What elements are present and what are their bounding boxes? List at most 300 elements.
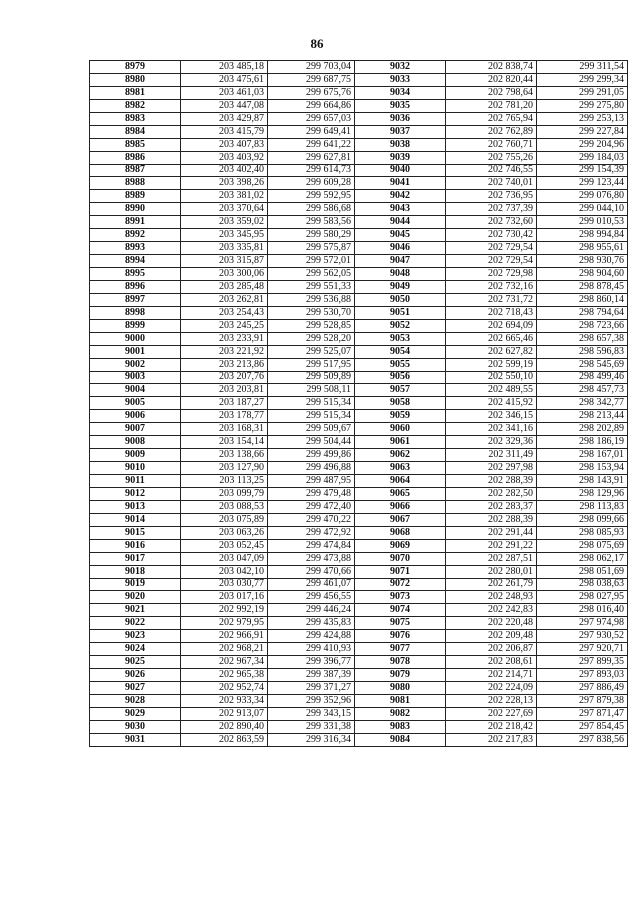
table-row [90,319,628,332]
coord-x-cell: 202 227,69 [446,707,537,720]
coord-x-cell: 202 341,16 [446,423,537,436]
coord-y-cell: 299 076,80 [537,190,628,203]
coord-x-cell: 202 248,93 [446,591,537,604]
coord-y-cell: 298 085,93 [537,526,628,539]
coord-y-cell: 299 473,88 [268,552,355,565]
point-number-cell: 9013 [90,500,181,513]
table-row [90,371,628,384]
table-row [90,138,628,151]
coord-x-cell: 202 863,59 [181,733,268,746]
coord-y-cell: 297 838,56 [537,733,628,746]
point-number-cell: 9084 [355,733,446,746]
coord-x-cell: 202 242,83 [446,604,537,617]
coord-x-cell: 202 599,19 [446,358,537,371]
coord-x-cell: 202 261,79 [446,578,537,591]
point-number-cell: 8983 [90,112,181,125]
point-number-cell: 9060 [355,423,446,436]
coord-x-cell: 202 550,10 [446,371,537,384]
coord-y-cell: 299 551,33 [268,280,355,293]
coord-x-cell: 202 760,71 [446,138,537,151]
coord-x-cell: 202 933,34 [181,694,268,707]
table-row [90,190,628,203]
coord-x-cell: 202 913,07 [181,707,268,720]
table-row [90,500,628,513]
coord-x-cell: 202 206,87 [446,643,537,656]
coord-x-cell: 202 798,64 [446,86,537,99]
table-row [90,487,628,500]
coord-x-cell: 202 209,48 [446,630,537,643]
coord-y-cell: 299 343,15 [268,707,355,720]
coord-y-cell: 299 044,10 [537,203,628,216]
coord-x-cell: 202 489,55 [446,384,537,397]
coord-y-cell: 299 474,84 [268,539,355,552]
coord-x-cell: 203 017,16 [181,591,268,604]
point-number-cell: 9014 [90,513,181,526]
coord-x-cell: 202 732,60 [446,216,537,229]
coord-y-cell: 299 010,53 [537,216,628,229]
coord-x-cell: 202 729,98 [446,268,537,281]
table-row [90,203,628,216]
coord-x-cell: 202 740,01 [446,177,537,190]
point-number-cell: 9006 [90,410,181,423]
point-number-cell: 9004 [90,384,181,397]
point-number-cell: 9066 [355,500,446,513]
table-row [90,682,628,695]
coord-x-cell: 203 154,14 [181,436,268,449]
point-number-cell: 9069 [355,539,446,552]
coord-y-cell: 299 675,76 [268,86,355,99]
coord-y-cell: 299 515,34 [268,410,355,423]
point-number-cell: 9039 [355,151,446,164]
point-number-cell: 8993 [90,242,181,255]
coord-y-cell: 299 509,67 [268,423,355,436]
coord-x-cell: 203 262,81 [181,293,268,306]
table-row [90,86,628,99]
point-number-cell: 9022 [90,617,181,630]
point-number-cell: 9036 [355,112,446,125]
coord-y-cell: 298 994,84 [537,229,628,242]
coord-x-cell: 202 737,39 [446,203,537,216]
coord-x-cell: 202 838,74 [446,61,537,74]
coord-x-cell: 202 718,43 [446,306,537,319]
point-number-cell: 9035 [355,99,446,112]
point-number-cell: 8991 [90,216,181,229]
coord-y-cell: 298 038,63 [537,578,628,591]
coord-y-cell: 298 143,91 [537,475,628,488]
point-number-cell: 9044 [355,216,446,229]
coord-y-cell: 298 723,66 [537,319,628,332]
coord-y-cell: 299 592,95 [268,190,355,203]
coord-x-cell: 203 030,77 [181,578,268,591]
coord-y-cell: 297 899,35 [537,656,628,669]
coord-y-cell: 299 575,87 [268,242,355,255]
coord-y-cell: 298 016,40 [537,604,628,617]
point-number-cell: 8992 [90,229,181,242]
table-row [90,61,628,74]
point-number-cell: 9071 [355,565,446,578]
coord-y-cell: 298 153,94 [537,462,628,475]
table-row [90,112,628,125]
point-number-cell: 9016 [90,539,181,552]
coord-x-cell: 202 979,95 [181,617,268,630]
coord-y-cell: 299 504,44 [268,436,355,449]
coord-y-cell: 299 291,05 [537,86,628,99]
coord-x-cell: 202 288,39 [446,475,537,488]
point-number-cell: 9058 [355,397,446,410]
table-row [90,617,628,630]
coord-y-cell: 299 311,54 [537,61,628,74]
point-number-cell: 9028 [90,694,181,707]
page-number: 86 [310,36,324,51]
coord-y-cell: 299 580,29 [268,229,355,242]
point-number-cell: 9011 [90,475,181,488]
coord-x-cell: 202 731,72 [446,293,537,306]
coord-y-cell: 299 456,55 [268,591,355,604]
coord-y-cell: 299 572,01 [268,255,355,268]
coord-x-cell: 202 736,95 [446,190,537,203]
point-number-cell: 9020 [90,591,181,604]
table-row [90,656,628,669]
coord-y-cell: 297 930,52 [537,630,628,643]
point-number-cell: 9040 [355,164,446,177]
table-row [90,99,628,112]
coord-y-cell: 298 596,83 [537,345,628,358]
point-number-cell: 9065 [355,487,446,500]
point-number-cell: 9017 [90,552,181,565]
point-number-cell: 8987 [90,164,181,177]
point-number-cell: 9009 [90,449,181,462]
coord-y-cell: 298 457,73 [537,384,628,397]
coord-x-cell: 203 254,43 [181,306,268,319]
coord-x-cell: 203 221,92 [181,345,268,358]
point-number-cell: 8990 [90,203,181,216]
coord-y-cell: 299 299,34 [537,73,628,86]
point-number-cell: 9080 [355,682,446,695]
coord-y-cell: 297 886,49 [537,682,628,695]
point-number-cell: 9046 [355,242,446,255]
coord-x-cell: 202 992,19 [181,604,268,617]
point-number-cell: 9042 [355,190,446,203]
coord-x-cell: 203 461,03 [181,86,268,99]
coord-y-cell: 298 499,46 [537,371,628,384]
table-row [90,578,628,591]
coord-y-cell: 299 184,03 [537,151,628,164]
coord-y-cell: 299 446,24 [268,604,355,617]
coord-y-cell: 297 893,03 [537,669,628,682]
table-row [90,539,628,552]
point-number-cell: 9010 [90,462,181,475]
point-number-cell: 9037 [355,125,446,138]
point-number-cell: 8999 [90,319,181,332]
point-number-cell: 9051 [355,306,446,319]
coord-y-cell: 298 075,69 [537,539,628,552]
table-row [90,268,628,281]
point-number-cell: 9032 [355,61,446,74]
coord-x-cell: 202 968,21 [181,643,268,656]
coord-x-cell: 202 965,38 [181,669,268,682]
coord-y-cell: 298 930,76 [537,255,628,268]
coord-y-cell: 299 496,88 [268,462,355,475]
coord-y-cell: 299 508,11 [268,384,355,397]
table-row [90,229,628,242]
point-number-cell: 9074 [355,604,446,617]
point-number-cell: 9077 [355,643,446,656]
coord-x-cell: 203 447,08 [181,99,268,112]
point-number-cell: 9047 [355,255,446,268]
coord-y-cell: 298 904,60 [537,268,628,281]
point-number-cell: 9002 [90,358,181,371]
point-number-cell: 9045 [355,229,446,242]
coord-y-cell: 299 396,77 [268,656,355,669]
coord-x-cell: 202 208,61 [446,656,537,669]
coord-x-cell: 203 052,45 [181,539,268,552]
point-number-cell: 9043 [355,203,446,216]
coord-y-cell: 299 435,83 [268,617,355,630]
point-number-cell: 9063 [355,462,446,475]
coord-x-cell: 202 694,09 [446,319,537,332]
coord-y-cell: 298 027,95 [537,591,628,604]
coord-x-cell: 202 280,01 [446,565,537,578]
coord-y-cell: 298 062,17 [537,552,628,565]
coord-x-cell: 202 755,26 [446,151,537,164]
point-number-cell: 9012 [90,487,181,500]
point-number-cell: 9062 [355,449,446,462]
coord-y-cell: 299 528,85 [268,319,355,332]
table-row [90,293,628,306]
coord-x-cell: 203 168,31 [181,423,268,436]
coord-x-cell: 203 213,86 [181,358,268,371]
table-row [90,306,628,319]
coord-x-cell: 202 820,44 [446,73,537,86]
coord-y-cell: 297 854,45 [537,720,628,733]
table-row [90,462,628,475]
coord-y-cell: 299 499,86 [268,449,355,462]
point-number-cell: 9026 [90,669,181,682]
coord-x-cell: 202 287,51 [446,552,537,565]
point-number-cell: 8982 [90,99,181,112]
coord-x-cell: 203 113,25 [181,475,268,488]
coord-x-cell: 203 088,53 [181,500,268,513]
table-row [90,436,628,449]
coord-x-cell: 202 415,92 [446,397,537,410]
point-number-cell: 9082 [355,707,446,720]
coord-x-cell: 203 127,90 [181,462,268,475]
coord-y-cell: 299 487,95 [268,475,355,488]
coord-x-cell: 203 138,66 [181,449,268,462]
coord-y-cell: 297 879,38 [537,694,628,707]
coord-y-cell: 298 213,44 [537,410,628,423]
coord-x-cell: 202 729,54 [446,242,537,255]
coord-y-cell: 298 860,14 [537,293,628,306]
point-number-cell: 9033 [355,73,446,86]
coord-x-cell: 203 370,64 [181,203,268,216]
point-number-cell: 9019 [90,578,181,591]
coord-x-cell: 203 300,06 [181,268,268,281]
coord-x-cell: 202 218,42 [446,720,537,733]
point-number-cell: 9034 [355,86,446,99]
table-row [90,449,628,462]
point-number-cell: 9070 [355,552,446,565]
point-number-cell: 9005 [90,397,181,410]
coord-y-cell: 299 515,34 [268,397,355,410]
point-number-cell: 9023 [90,630,181,643]
coord-x-cell: 202 665,46 [446,332,537,345]
coord-y-cell: 297 974,98 [537,617,628,630]
coord-x-cell: 203 207,76 [181,371,268,384]
coord-x-cell: 202 217,83 [446,733,537,746]
coord-x-cell: 202 762,89 [446,125,537,138]
table-row [90,643,628,656]
coord-x-cell: 203 403,92 [181,151,268,164]
point-number-cell: 9059 [355,410,446,423]
point-number-cell: 9008 [90,436,181,449]
point-number-cell: 9030 [90,720,181,733]
coord-x-cell: 203 099,79 [181,487,268,500]
point-number-cell: 9079 [355,669,446,682]
coord-x-cell: 202 746,55 [446,164,537,177]
point-number-cell: 8985 [90,138,181,151]
coord-y-cell: 299 664,86 [268,99,355,112]
point-number-cell: 8988 [90,177,181,190]
table-row [90,694,628,707]
point-number-cell: 9000 [90,332,181,345]
coord-y-cell: 299 649,41 [268,125,355,138]
table-row [90,552,628,565]
coord-x-cell: 202 627,82 [446,345,537,358]
coord-x-cell: 203 359,02 [181,216,268,229]
table-row [90,423,628,436]
table-row [90,280,628,293]
coord-y-cell: 298 051,69 [537,565,628,578]
table-row [90,358,628,371]
coord-x-cell: 202 220,48 [446,617,537,630]
coord-y-cell: 299 530,70 [268,306,355,319]
coord-x-cell: 202 329,36 [446,436,537,449]
coord-y-cell: 299 275,80 [537,99,628,112]
point-number-cell: 9075 [355,617,446,630]
coord-y-cell: 298 129,96 [537,487,628,500]
point-number-cell: 8979 [90,61,181,74]
coord-y-cell: 299 470,66 [268,565,355,578]
coord-y-cell: 299 470,22 [268,513,355,526]
point-number-cell: 9054 [355,345,446,358]
table-row [90,125,628,138]
point-number-cell: 9038 [355,138,446,151]
coord-x-cell: 202 282,50 [446,487,537,500]
table-row [90,345,628,358]
coord-x-cell: 203 407,83 [181,138,268,151]
coord-y-cell: 299 154,39 [537,164,628,177]
point-number-cell: 9027 [90,682,181,695]
coord-x-cell: 203 402,40 [181,164,268,177]
coord-y-cell: 299 614,73 [268,164,355,177]
coord-x-cell: 203 075,89 [181,513,268,526]
table-row [90,164,628,177]
table-row [90,242,628,255]
coord-y-cell: 299 583,56 [268,216,355,229]
point-number-cell: 9050 [355,293,446,306]
table-row [90,733,628,746]
coord-x-cell: 202 228,13 [446,694,537,707]
point-number-cell: 9052 [355,319,446,332]
coord-x-cell: 203 315,87 [181,255,268,268]
coord-x-cell: 202 311,49 [446,449,537,462]
table-row [90,255,628,268]
coord-x-cell: 203 233,91 [181,332,268,345]
point-number-cell: 9076 [355,630,446,643]
point-number-cell: 9003 [90,371,181,384]
point-number-cell: 9083 [355,720,446,733]
point-number-cell: 8980 [90,73,181,86]
coord-y-cell: 299 627,81 [268,151,355,164]
coord-x-cell: 203 285,48 [181,280,268,293]
coord-y-cell: 299 657,03 [268,112,355,125]
coord-y-cell: 298 657,38 [537,332,628,345]
point-number-cell: 9049 [355,280,446,293]
point-number-cell: 9001 [90,345,181,358]
table-row [90,384,628,397]
coord-y-cell: 299 316,34 [268,733,355,746]
coord-y-cell: 299 331,38 [268,720,355,733]
point-number-cell: 9007 [90,423,181,436]
table-row [90,513,628,526]
coord-x-cell: 202 283,37 [446,500,537,513]
point-number-cell: 8984 [90,125,181,138]
coord-x-cell: 203 475,61 [181,73,268,86]
coord-y-cell: 299 371,27 [268,682,355,695]
coord-y-cell: 298 113,83 [537,500,628,513]
coord-y-cell: 299 703,04 [268,61,355,74]
coord-x-cell: 203 415,79 [181,125,268,138]
point-number-cell: 9018 [90,565,181,578]
coord-y-cell: 298 794,64 [537,306,628,319]
table-row [90,720,628,733]
coord-y-cell: 299 536,88 [268,293,355,306]
coord-y-cell: 298 167,01 [537,449,628,462]
coord-x-cell: 202 730,42 [446,229,537,242]
coord-x-cell: 202 890,40 [181,720,268,733]
table-row [90,177,628,190]
coord-x-cell: 202 765,94 [446,112,537,125]
point-number-cell: 8986 [90,151,181,164]
coord-y-cell: 299 352,96 [268,694,355,707]
coord-y-cell: 298 955,61 [537,242,628,255]
point-number-cell: 9053 [355,332,446,345]
point-number-cell: 9061 [355,436,446,449]
coord-y-cell: 299 472,92 [268,526,355,539]
coord-y-cell: 298 186,19 [537,436,628,449]
table-row [90,475,628,488]
point-number-cell: 9057 [355,384,446,397]
coord-x-cell: 202 966,91 [181,630,268,643]
coord-y-cell: 298 202,89 [537,423,628,436]
coord-y-cell: 298 545,69 [537,358,628,371]
table-row [90,565,628,578]
point-number-cell: 9073 [355,591,446,604]
point-number-cell: 8989 [90,190,181,203]
coord-x-cell: 203 187,27 [181,397,268,410]
coord-x-cell: 203 345,95 [181,229,268,242]
point-number-cell: 9041 [355,177,446,190]
coord-x-cell: 202 781,20 [446,99,537,112]
point-number-cell: 8996 [90,280,181,293]
coord-x-cell: 202 291,44 [446,526,537,539]
coord-y-cell: 299 687,75 [268,73,355,86]
point-number-cell: 8995 [90,268,181,281]
point-number-cell: 9067 [355,513,446,526]
coord-y-cell: 299 641,22 [268,138,355,151]
point-number-cell: 8997 [90,293,181,306]
